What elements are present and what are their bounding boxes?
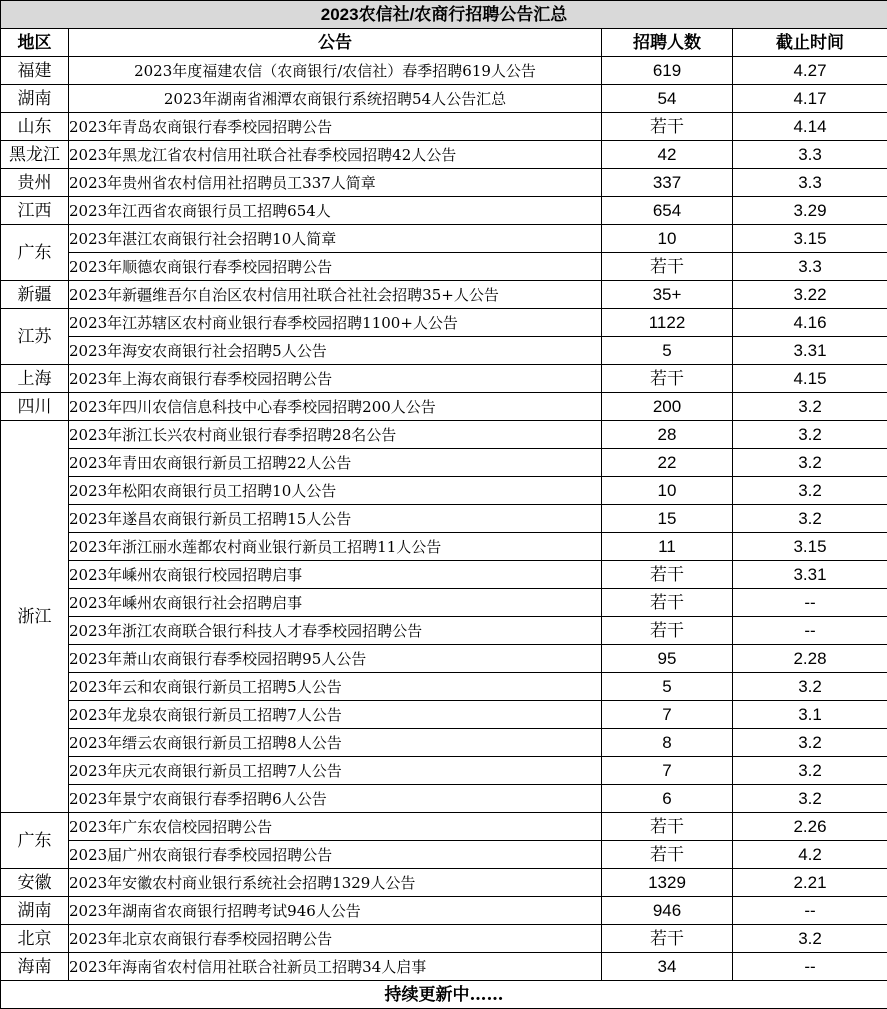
count-cell: 54: [602, 85, 733, 113]
deadline-cell: 3.2: [733, 785, 887, 813]
table-row: [1, 701, 887, 729]
count-cell: 22: [602, 449, 733, 477]
table-row: [1, 309, 887, 337]
region-cell: 江苏: [1, 309, 69, 365]
column-header-row: [1, 29, 887, 57]
column-header-deadline: 截止时间: [733, 29, 887, 57]
table-row: [1, 673, 887, 701]
count-cell: 7: [602, 701, 733, 729]
count-cell: 34: [602, 953, 733, 981]
count-cell: 11: [602, 533, 733, 561]
region-cell: 浙江: [1, 421, 69, 813]
deadline-cell: 2.28: [733, 645, 887, 673]
region-cell: 黑龙江: [1, 141, 69, 169]
table-row: [1, 757, 887, 785]
deadline-cell: 4.17: [733, 85, 887, 113]
notice-cell: 2023年度福建农信（农商银行/农信社）春季招聘619人公告: [69, 57, 602, 85]
notice-cell: 2023年浙江长兴农村商业银行春季招聘28名公告: [69, 421, 602, 449]
footer-note: 持续更新中……: [1, 981, 887, 1009]
deadline-cell: 3.2: [733, 673, 887, 701]
table-row: [1, 925, 887, 953]
deadline-cell: 3.2: [733, 729, 887, 757]
count-cell: 若干: [602, 113, 733, 141]
notice-cell: 2023年浙江丽水莲都农村商业银行新员工招聘11人公告: [69, 533, 602, 561]
notice-cell: 2023年青田农商银行新员工招聘22人公告: [69, 449, 602, 477]
deadline-cell: 4.15: [733, 365, 887, 393]
table-row: [1, 57, 887, 85]
notice-cell: 2023年贵州省农村信用社招聘员工337人简章: [69, 169, 602, 197]
count-cell: 200: [602, 393, 733, 421]
notice-cell: 2023年上海农商银行春季校园招聘公告: [69, 365, 602, 393]
notice-cell: 2023年海安农商银行社会招聘5人公告: [69, 337, 602, 365]
count-cell: 35+: [602, 281, 733, 309]
notice-cell: 2023年萧山农商银行春季校园招聘95人公告: [69, 645, 602, 673]
count-cell: 若干: [602, 617, 733, 645]
notice-cell: 2023年嵊州农商银行社会招聘启事: [69, 589, 602, 617]
deadline-cell: --: [733, 589, 887, 617]
table-row: [1, 197, 887, 225]
table-row: [1, 589, 887, 617]
table-row: [1, 169, 887, 197]
table-row: [1, 561, 887, 589]
notice-cell: 2023年新疆维吾尔自治区农村信用社联合社社会招聘35+人公告: [69, 281, 602, 309]
table-row: [1, 533, 887, 561]
count-cell: 5: [602, 673, 733, 701]
region-cell: 广东: [1, 813, 69, 869]
deadline-cell: 3.22: [733, 281, 887, 309]
notice-cell: 2023年缙云农商银行新员工招聘8人公告: [69, 729, 602, 757]
region-cell: 北京: [1, 925, 69, 953]
table-body: [1, 57, 887, 981]
notice-cell: 2023年湛江农商银行社会招聘10人简章: [69, 225, 602, 253]
column-header-count: 招聘人数: [602, 29, 733, 57]
notice-cell: 2023年庆元农商银行新员工招聘7人公告: [69, 757, 602, 785]
count-cell: 6: [602, 785, 733, 813]
region-cell: 安徽: [1, 869, 69, 897]
column-header-notice: 公告: [69, 29, 602, 57]
table-row: [1, 617, 887, 645]
count-cell: 619: [602, 57, 733, 85]
notice-cell: 2023年四川农信信息科技中心春季校园招聘200人公告: [69, 393, 602, 421]
table-row: [1, 449, 887, 477]
notice-cell: 2023年广东农信校园招聘公告: [69, 813, 602, 841]
notice-cell: 2023年江西省农商银行员工招聘654人: [69, 197, 602, 225]
deadline-cell: 3.3: [733, 253, 887, 281]
deadline-cell: 4.2: [733, 841, 887, 869]
count-cell: 若干: [602, 589, 733, 617]
deadline-cell: 3.2: [733, 505, 887, 533]
notice-cell: 2023年顺德农商银行春季校园招聘公告: [69, 253, 602, 281]
notice-cell: 2023年遂昌农商银行新员工招聘15人公告: [69, 505, 602, 533]
deadline-cell: 3.2: [733, 393, 887, 421]
table-row: [1, 645, 887, 673]
table-row: [1, 253, 887, 281]
deadline-cell: 2.21: [733, 869, 887, 897]
deadline-cell: 3.2: [733, 421, 887, 449]
table-row: [1, 897, 887, 925]
table-row: [1, 141, 887, 169]
deadline-cell: 3.2: [733, 477, 887, 505]
notice-cell: 2023年景宁农商银行春季招聘6人公告: [69, 785, 602, 813]
count-cell: 若干: [602, 841, 733, 869]
notice-cell: 2023年嵊州农商银行校园招聘启事: [69, 561, 602, 589]
deadline-cell: 3.31: [733, 561, 887, 589]
deadline-cell: --: [733, 953, 887, 981]
table-row: [1, 113, 887, 141]
notice-cell: 2023年湖南省农商银行招聘考试946人公告: [69, 897, 602, 925]
region-cell: 贵州: [1, 169, 69, 197]
table-row: [1, 729, 887, 757]
deadline-cell: 2.26: [733, 813, 887, 841]
region-cell: 江西: [1, 197, 69, 225]
table-row: [1, 813, 887, 841]
deadline-cell: 3.15: [733, 533, 887, 561]
region-cell: 湖南: [1, 85, 69, 113]
deadline-cell: 3.2: [733, 757, 887, 785]
table-title: 2023农信社/农商行招聘公告汇总: [1, 1, 887, 29]
region-cell: 海南: [1, 953, 69, 981]
count-cell: 若干: [602, 813, 733, 841]
region-cell: 湖南: [1, 897, 69, 925]
deadline-cell: 3.3: [733, 169, 887, 197]
notice-cell: 2023年云和农商银行新员工招聘5人公告: [69, 673, 602, 701]
notice-cell: 2023年松阳农商银行员工招聘10人公告: [69, 477, 602, 505]
deadline-cell: --: [733, 617, 887, 645]
table-row: [1, 337, 887, 365]
notice-cell: 2023年北京农商银行春季校园招聘公告: [69, 925, 602, 953]
deadline-cell: 3.2: [733, 449, 887, 477]
count-cell: 42: [602, 141, 733, 169]
table-row: [1, 785, 887, 813]
count-cell: 若干: [602, 253, 733, 281]
count-cell: 10: [602, 477, 733, 505]
table-row: [1, 85, 887, 113]
table-row: [1, 225, 887, 253]
notice-cell: 2023年青岛农商银行春季校园招聘公告: [69, 113, 602, 141]
notice-cell: 2023年浙江农商联合银行科技人才春季校园招聘公告: [69, 617, 602, 645]
table-row: [1, 365, 887, 393]
table-row: [1, 393, 887, 421]
count-cell: 若干: [602, 925, 733, 953]
notice-cell: 2023届广州农商银行春季校园招聘公告: [69, 841, 602, 869]
count-cell: 若干: [602, 365, 733, 393]
region-cell: 上海: [1, 365, 69, 393]
count-cell: 若干: [602, 561, 733, 589]
table-row: [1, 869, 887, 897]
count-cell: 1122: [602, 309, 733, 337]
notice-cell: 2023年江苏辖区农村商业银行春季校园招聘1100+人公告: [69, 309, 602, 337]
deadline-cell: 3.31: [733, 337, 887, 365]
count-cell: 946: [602, 897, 733, 925]
count-cell: 8: [602, 729, 733, 757]
notice-cell: 2023年海南省农村信用社联合社新员工招聘34人启事: [69, 953, 602, 981]
count-cell: 337: [602, 169, 733, 197]
table-row: [1, 477, 887, 505]
region-cell: 四川: [1, 393, 69, 421]
table-row: [1, 281, 887, 309]
count-cell: 15: [602, 505, 733, 533]
count-cell: 1329: [602, 869, 733, 897]
notice-cell: 2023年安徽农村商业银行系统社会招聘1329人公告: [69, 869, 602, 897]
notice-cell: 2023年湖南省湘潭农商银行系统招聘54人公告汇总: [69, 85, 602, 113]
deadline-cell: --: [733, 897, 887, 925]
table-row: [1, 841, 887, 869]
count-cell: 95: [602, 645, 733, 673]
count-cell: 10: [602, 225, 733, 253]
count-cell: 654: [602, 197, 733, 225]
deadline-cell: 3.2: [733, 925, 887, 953]
deadline-cell: 3.29: [733, 197, 887, 225]
deadline-cell: 3.3: [733, 141, 887, 169]
deadline-cell: 3.1: [733, 701, 887, 729]
region-cell: 山东: [1, 113, 69, 141]
deadline-cell: 4.14: [733, 113, 887, 141]
count-cell: 5: [602, 337, 733, 365]
region-cell: 福建: [1, 57, 69, 85]
deadline-cell: 4.16: [733, 309, 887, 337]
count-cell: 7: [602, 757, 733, 785]
table-row: [1, 505, 887, 533]
notice-cell: 2023年龙泉农商银行新员工招聘7人公告: [69, 701, 602, 729]
count-cell: 28: [602, 421, 733, 449]
column-header-region: 地区: [1, 29, 69, 57]
region-cell: 广东: [1, 225, 69, 281]
region-cell: 新疆: [1, 281, 69, 309]
deadline-cell: 4.27: [733, 57, 887, 85]
table-row: [1, 953, 887, 981]
table-row: [1, 421, 887, 449]
notice-cell: 2023年黑龙江省农村信用社联合社春季校园招聘42人公告: [69, 141, 602, 169]
deadline-cell: 3.15: [733, 225, 887, 253]
